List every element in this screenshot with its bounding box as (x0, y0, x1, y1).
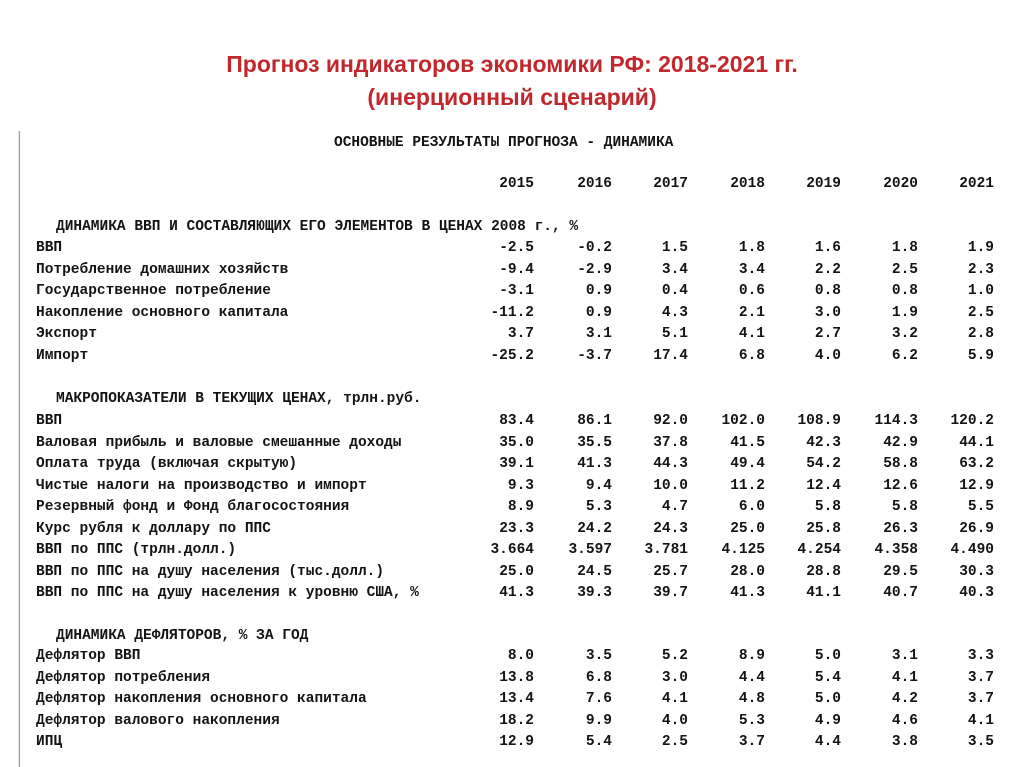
value-cell: 40.7 (883, 585, 918, 602)
slide-title (0, 48, 1024, 114)
value-cell: 3.4 (738, 261, 765, 278)
value-cell: 25.0 (499, 563, 534, 580)
value-cell: 41.5 (730, 434, 765, 451)
value-cell: -9.4 (499, 261, 534, 278)
table-row (20, 283, 1024, 303)
year-header: 2017 (653, 176, 688, 192)
value-cell: 5.2 (661, 648, 688, 664)
value-cell: 4.1 (738, 326, 765, 343)
value-cell: 40.3 (959, 585, 994, 602)
value-cell: 13.4 (499, 691, 534, 708)
value-cell: 3.597 (568, 542, 612, 559)
value-cell: 6.0 (738, 499, 765, 516)
value-cell: 17.4 (653, 347, 688, 364)
year-header: 2019 (806, 176, 841, 192)
value-cell: 4.0 (814, 347, 841, 364)
value-cell: 44.1 (959, 434, 994, 451)
value-cell: 114.3 (874, 413, 918, 429)
value-cell: 2.2 (814, 261, 841, 278)
value-cell: 39.3 (577, 585, 612, 602)
row-label: Дефлятор валового накопления (36, 712, 280, 729)
value-cell: 4.1 (661, 691, 688, 708)
value-cell: 63.2 (959, 456, 994, 473)
value-cell: 5.8 (814, 499, 841, 516)
row-label: Курс рубля к доллару по ППС (36, 520, 271, 537)
value-cell: 42.9 (883, 434, 918, 451)
year-header: 2020 (883, 176, 918, 192)
value-cell: 2.1 (738, 304, 765, 321)
row-label: ВВП по ППС (трлн.долл.) (36, 542, 237, 559)
row-label: Накопление основного капитала (36, 304, 289, 321)
row-label: Дефлятор потребления (36, 669, 211, 686)
table-row (20, 585, 1024, 605)
value-cell: 7.6 (585, 691, 612, 708)
value-cell: 0.8 (814, 283, 841, 300)
value-cell: 8.9 (738, 648, 765, 664)
value-cell: 2.8 (967, 326, 994, 343)
value-cell: 1.9 (891, 304, 918, 321)
value-cell: 4.254 (797, 542, 841, 559)
value-cell: 9.9 (585, 712, 612, 729)
year-header-row (20, 176, 1024, 196)
value-cell: 25.7 (653, 563, 688, 580)
value-cell: 35.0 (499, 434, 534, 451)
value-cell: 26.3 (883, 520, 918, 537)
value-cell: 3.0 (661, 669, 688, 686)
value-cell: 39.1 (499, 456, 534, 473)
table-row (20, 305, 1024, 325)
value-cell: 3.1 (891, 648, 918, 664)
slide-title-line2: (инерционный сценарий) (367, 84, 657, 110)
value-cell: 23.3 (499, 520, 534, 537)
table-row (20, 435, 1024, 455)
value-cell: 54.2 (806, 456, 841, 473)
value-cell: 83.4 (499, 413, 534, 429)
value-cell: 42.3 (806, 434, 841, 451)
table-row (20, 734, 1024, 754)
value-cell: 10.0 (653, 477, 688, 494)
value-cell: 2.7 (814, 326, 841, 343)
value-cell: 1.8 (891, 240, 918, 256)
section-title: МАКРОПОКАЗАТЕЛИ В ТЕКУЩИХ ЦЕНАХ, трлн.руб. (56, 391, 422, 407)
row-label: ИПЦ (36, 734, 63, 751)
row-label: Дефлятор ВВП (36, 648, 141, 664)
value-cell: 4.4 (814, 734, 841, 751)
value-cell: 3.1 (585, 326, 612, 343)
value-cell: 3.7 (738, 734, 765, 751)
value-cell: 25.0 (730, 520, 765, 537)
value-cell: 44.3 (653, 456, 688, 473)
table-row (20, 499, 1024, 519)
value-cell: 18.2 (499, 712, 534, 729)
row-label: Импорт (36, 347, 89, 364)
row-label: Потребление домашних хозяйств (36, 261, 289, 278)
value-cell: 28.0 (730, 563, 765, 580)
value-cell: 1.0 (967, 283, 994, 300)
table-row (20, 240, 1024, 260)
row-label: Экспорт (36, 326, 97, 343)
year-header: 2015 (499, 176, 534, 192)
table-row (20, 542, 1024, 562)
value-cell: 6.8 (585, 669, 612, 686)
value-cell: 35.5 (577, 434, 612, 451)
value-cell: 0.8 (891, 283, 918, 300)
row-label: ВВП (36, 413, 63, 429)
value-cell: 4.1 (967, 712, 994, 729)
value-cell: 0.9 (585, 304, 612, 321)
value-cell: 5.9 (967, 347, 994, 364)
value-cell: 1.8 (738, 240, 765, 256)
value-cell: 41.3 (730, 585, 765, 602)
forecast-document (19, 131, 1024, 767)
row-label: ВВП (36, 240, 63, 256)
value-cell: 49.4 (730, 456, 765, 473)
value-cell: 9.3 (507, 477, 534, 494)
row-label: Чистые налоги на производство и импорт (36, 477, 367, 494)
value-cell: 5.3 (585, 499, 612, 516)
value-cell: 24.5 (577, 563, 612, 580)
value-cell: -2.9 (577, 261, 612, 278)
table-row (20, 348, 1024, 368)
value-cell: 6.8 (738, 347, 765, 364)
value-cell: 1.9 (967, 240, 994, 256)
slide-title-line1: Прогноз индикаторов экономики РФ: 2018-2021 гг. (226, 51, 798, 77)
value-cell: 5.4 (585, 734, 612, 751)
value-cell: 4.2 (891, 691, 918, 708)
value-cell: 25.8 (806, 520, 841, 537)
value-cell: 12.6 (883, 477, 918, 494)
value-cell: -11.2 (490, 304, 534, 321)
value-cell: 0.6 (738, 283, 765, 300)
row-label: Резервный фонд и Фонд благосостояния (36, 499, 350, 516)
value-cell: 30.3 (959, 563, 994, 580)
value-cell: 5.0 (814, 648, 841, 664)
row-label: Государственное потребление (36, 283, 271, 300)
value-cell: 13.8 (499, 669, 534, 686)
value-cell: 9.4 (585, 477, 612, 494)
value-cell: 3.7 (967, 669, 994, 686)
table-row (20, 478, 1024, 498)
value-cell: 5.8 (891, 499, 918, 516)
table-row (20, 670, 1024, 690)
section-title: ДИНАМИКА ВВП И СОСТАВЛЯЮЩИХ ЕГО ЭЛЕМЕНТОВ В ЦЕНАХ 2008 г., % (56, 219, 579, 235)
table-row (20, 713, 1024, 733)
value-cell: 86.1 (577, 413, 612, 429)
row-label: ВВП по ППС на душу населения к уровню США, % (36, 585, 419, 602)
value-cell: 2.5 (967, 304, 994, 321)
value-cell: 11.2 (730, 477, 765, 494)
value-cell: -2.5 (499, 240, 534, 256)
value-cell: 39.7 (653, 585, 688, 602)
value-cell: 41.1 (806, 585, 841, 602)
value-cell: 3.5 (967, 734, 994, 751)
table-row (20, 521, 1024, 541)
year-header: 2018 (730, 176, 765, 192)
section-title: ДИНАМИКА ДЕФЛЯТОРОВ, % ЗА ГОД (56, 628, 309, 644)
value-cell: -25.2 (490, 347, 534, 364)
value-cell: 3.781 (644, 542, 688, 559)
value-cell: 4.490 (950, 542, 994, 559)
value-cell: 4.0 (661, 712, 688, 729)
table-row (20, 691, 1024, 711)
value-cell: 41.3 (499, 585, 534, 602)
value-cell: 8.9 (507, 499, 534, 516)
value-cell: 12.9 (959, 477, 994, 494)
value-cell: 4.9 (814, 712, 841, 729)
row-label: ВВП по ППС на душу населения (тыс.долл.) (36, 563, 385, 580)
value-cell: 58.8 (883, 456, 918, 473)
year-header: 2016 (577, 176, 612, 192)
row-label: Валовая прибыль и валовые смешанные доходы (36, 434, 402, 451)
value-cell: 4.8 (738, 691, 765, 708)
table-row (20, 648, 1024, 668)
year-header: 2021 (959, 176, 994, 192)
row-label: Оплата труда (включая скрытую) (36, 456, 298, 473)
value-cell: 3.3 (967, 648, 994, 664)
value-cell: 102.0 (721, 413, 765, 429)
value-cell: 0.9 (585, 283, 612, 300)
value-cell: 4.6 (891, 712, 918, 729)
value-cell: 5.4 (814, 669, 841, 686)
value-cell: 3.7 (967, 691, 994, 708)
value-cell: 0.4 (661, 283, 688, 300)
value-cell: 4.3 (661, 304, 688, 321)
value-cell: 12.4 (806, 477, 841, 494)
value-cell: 37.8 (653, 434, 688, 451)
value-cell: 3.8 (891, 734, 918, 751)
value-cell: 120.2 (950, 413, 994, 429)
value-cell: 4.1 (891, 669, 918, 686)
value-cell: -3.7 (577, 347, 612, 364)
value-cell: 5.3 (738, 712, 765, 729)
table-row (20, 564, 1024, 584)
row-label: Дефлятор накопления основного капитала (36, 691, 367, 708)
value-cell: 92.0 (653, 413, 688, 429)
value-cell: 2.3 (967, 261, 994, 278)
value-cell: 4.125 (721, 542, 765, 559)
value-cell: 4.358 (874, 542, 918, 559)
value-cell: 8.0 (507, 648, 534, 664)
value-cell: -0.2 (577, 240, 612, 256)
value-cell: 6.2 (891, 347, 918, 364)
value-cell: -3.1 (499, 283, 534, 300)
value-cell: 1.6 (814, 240, 841, 256)
table-row (20, 413, 1024, 433)
value-cell: 108.9 (797, 413, 841, 429)
value-cell: 28.8 (806, 563, 841, 580)
document-heading: ОСНОВНЫЕ РЕЗУЛЬТАТЫ ПРОГНОЗА - ДИНАМИКА (334, 135, 674, 151)
value-cell: 4.7 (661, 499, 688, 516)
value-cell: 24.2 (577, 520, 612, 537)
value-cell: 26.9 (959, 520, 994, 537)
value-cell: 3.7 (507, 326, 534, 343)
value-cell: 5.5 (967, 499, 994, 516)
table-row (20, 262, 1024, 282)
value-cell: 2.5 (891, 261, 918, 278)
value-cell: 2.5 (661, 734, 688, 751)
value-cell: 3.0 (814, 304, 841, 321)
value-cell: 4.4 (738, 669, 765, 686)
value-cell: 29.5 (883, 563, 918, 580)
value-cell: 5.1 (661, 326, 688, 343)
value-cell: 41.3 (577, 456, 612, 473)
value-cell: 12.9 (499, 734, 534, 751)
table-row (20, 456, 1024, 476)
value-cell: 3.2 (891, 326, 918, 343)
value-cell: 1.5 (661, 240, 688, 256)
value-cell: 3.664 (490, 542, 534, 559)
value-cell: 24.3 (653, 520, 688, 537)
value-cell: 3.4 (661, 261, 688, 278)
value-cell: 3.5 (585, 648, 612, 664)
table-row (20, 326, 1024, 346)
value-cell: 5.0 (814, 691, 841, 708)
